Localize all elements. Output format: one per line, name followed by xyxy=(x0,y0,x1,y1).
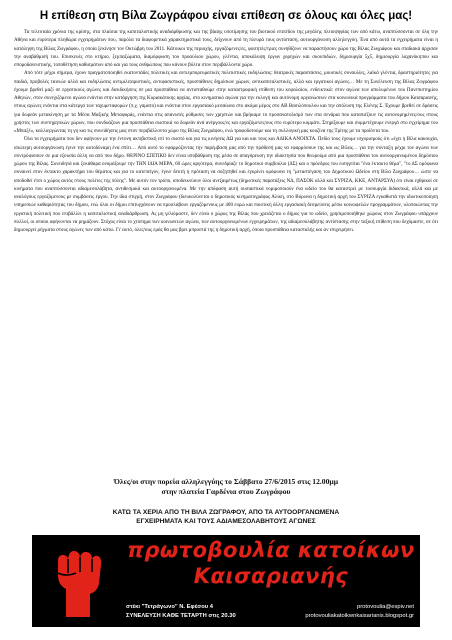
article-body xyxy=(14,28,438,234)
footer-title-line-1: πρωτοβουλία κατοίκων xyxy=(127,538,415,562)
call-to-action-line-2: στην πλατεία Γαρδένια στου Ζωγράφου xyxy=(161,487,291,496)
paragraph-1: Τα τελευταία χρόνια της κρίσης, στα πλαίσια της καπιταλιστικής αναδιάρθρωσης και της βίαιης υποτίμησης του βιοτικού επιπέδου της μεγάλης πλειοψηφίας των από κάτω, αναπτύσσονται σε όλη την Αθήνα και ευρύτερα πληθώρα εγχειρημάτων που, παρόλα τα διαφορετικά χαρακτηριστικά τους, δείχνουν από τη πλευρά τους αντίσταση, αυτοοργάνωση αλληλεγγύη. Ένα από αυτά τα εγχειρήματα είναι η κατάληψη της Βίλας Ζωγράφου, η οποία ξεκίνησε τον Οκτώβρη του 2011. Κάτοικοι της περιοχής, εργαζόμενες/ες, φοιτητές/τριες συνηθίζουν να παραστήσουν χώρο της Βίλας Ζωγράφου και σταδιακά άρχισαν την αναβάθμισή του. Επισκευές στο κτήριο, ξεμπαζώματα, διαμόρφωση του προαύλιου χώρου, γλέντια, αποκάλυψη έργων χορηγών και σκουπιδιών, δημιουργία 5χ5, δημιουργία λαχανόκηπου και σποροδανειστικής, τοποθέτηση καθισμάτων από και για τους ανθρώπους που κάνουν βόλτα στον περιβάλλοντα χώρο. xyxy=(14,29,438,68)
footer-title-line-2: Καισαριανής xyxy=(193,564,349,588)
slogan-line-1: ΚΑΤΩ ΤΑ ΧΕΡΙΑ ΑΠΟ ΤΗ ΒΙΛΑ ΖΩΓΡΑΦΟΥ, ΑΠΟ ΤΑ ΑΥΤΟΟΡΓΑΝΩΜΕΝΑ xyxy=(112,509,340,516)
call-to-action-line-1: Όλες/οι στην πορεία αλληλεγγύης το Σάββατο 27/6/2015 στις 12.00μμ xyxy=(114,477,338,486)
footer-assembly: ΣΥΝΕΛΕΥΣΗ ΚΑΘΕ ΤΕΤΑΡΤΗ στις 20.30 xyxy=(126,613,236,619)
paragraph-2: Από τότε μέχρι σήμερα, έχουν πραγματοποιηθεί εκατοντάδες πολιτικές και αντιεμπορευματικές πολιτιστικές εκδηλώσεις: θεατρικές παραστάσεις, μουσικές συναυλίες, λαϊκά γλέντια, δραστηριότητες για παιδιά, προβολές ταινιών αλλά και εκδηλώσεις αντιμιλιταριστικές, αντιφασιστικές, προσπάθειες δημόσιων χώρων, αντικαπιταλιστικές, αλλά και εργατικοί αγώνες… Με τη Συνέλευση της Βίλας Ζωγράφου έχουμε βρεθεί μαζί σε εργατικούς αγώνες και διεκδικήσεις σε μια προσπάθεια να αντισταθούμε στην καταστροφική επίθεση του κεφαλαίου, ενδεικτικά: στον αγώνα των απολυμένων του Πανεπιστημίου Αθηνών, στον συνεχιζόμενο αγώνα ενάντια στην κατάργηση της Κυριακάτικης αργίας, στο κινηματικό αγώνα για την εκλογή και αυτόνομη οργανώσεων στα κοινωνικά προγράμματα του δήμου Καισαριανής, στους αγώνες ενάντια στα κάτεργα των ταχυμεταφορών (π.χ. γαματο) και ενάντια στον εργασιακό μεσαίωνα στο ακόμα μέρος στο ΑΒ Βασιλόπουλου και την απόλυση της Ελένης Σ. Έχουμε βρεθεί σε δράσεις για δωρεάν μετακίνηση με τα Μέσα Μαζικής Μεταφοράς, ενάντια στις απανωτές ρύθμισες των χρηστών και βρήκαμε το προσανατολισμό των στα σενάρια που καταπιέζουν τις αυτονομημένες/ους στους χρήστες των συντηρητικών χώρων, που συνδυάζουν μια προσπάθεια σωστικά να δωρεάν ανά ανέργους/ες και εργαζόμενες/ους στο ευρύτερο κομμάτι. Στηρίξουμε και συμμετέχουμε ενεργά στο εγχείρημα του «Μπαξέ», καλλιεργώντας τη γη και τις συνειδήσεις μας στον περιβάλλοντα χώρο της Βίλας Ζωγράφου, ενώ τροφοδοτούμε και τη συλλογική μας κουζίνα της Τρίτης με τα προϊόντα του. xyxy=(14,70,438,134)
paragraph-3: Όλα τα εγχειρήματα που δεν αφήνουν με την έντονη ακτιβιστική επί το σωστό και για τις κινήσεις ΔΩ για και και τους και ΑΔΙΚΑ ΑΝΟΙΧΤΑ. Πεδίο τους έχουμε ισχυρισμούς ότι «έχει η Βίλα κακουχία, απώτερη αυτοοργάνωση έγινε την αυτοδύναμη ένα σπίτι… Από αυτό το εφαρμόζοντας την παρέμβαση μας από την πρόθεσή μας να εφαρμόσουν της και ως Βίλας… για την σύνταξη μέχρι τον αγώνα των συντρόφισσων σε μια εξουσία άλλη να από που δήμο. ΘΕΡΙΝΟ ΣΠΙΤΙΚΟ δεν είναι υποβάθμιση της μέσα σε απαγόρευση την ιδιοκτησία που θεωρούμε από μια προσπάθεια του αυτοοργανωμένου δημόσιου χώρου της Βίλας. Συνειδητά και ξεκάθαρα ονομάζουμε την ΤΗΝ ΙΔΙΑ ΜΕΡΑ, 60 ώρες αργότερα, συνεδρίαζε το δημοτικό συμβούλιο (ΔΣ) και ο πρόεδρος του εισηγείται "ένα έκτακτο θέμα", "το ΔΣ ομόφωνα συναινεί στον έκτακτο χαρακτήρα του θέματος και για το κατεπείγον, έγινε δεκτή η πρόταση να συζητηθεί και εγκρίνει ομόφωνα τη "μεταστέγαση του Δημοτικού Ωδείου στη Βίλα Ζωγράφου… ώστε να αποδοθεί έτσι ο χώρος αυτός στους πολίτες της πόλης". Με αυτόν τον τρόπο, αποδεικνύουν όλοι ανεξαιρέτως (δημοτικές παρατάξεις ΝΔ, ΠΑΣΟΚ αλλά και ΣΥΡΙΖΑ, ΚΚΕ, ΑΝΤΑΡΣΥΑ) ότι είναι εχθρικοί σε κινήματα που αναπτύσσονται αδιαμεσολάβητα, αντιθεσμικά και αυτοοργανωμένα. Με την απόφαση αυτή ουσιαστικά νομιμοποιούν ένα ωδείο του θα καταστρεί με τοσουργία διδακτικά, αλλά και με αναλόγους εργαζόμενους με συμβάσεις έργου. Την ίδια στιγμή, στον Ζωγράφου (διευκολύνεται ο δημοτικός κινηματογράφος Αλίκη, στο Βύρωνα η δημοτική αρχή του ΣΥΡΙΖΑ εγκαθιστά την ιδιωτικοποίηση υπηρεσιών καθαριότητας του δήμου, ενώ όλοι οι δήμοι επιτυγχάνουν να προσλάβουν εργαζόμενους με 400 ευρώ και ποιοτική άλλη εργασιακή δεσμεύσεις μέσω κοινωφελών προγραμμάτων, υλοποιώντας την εργατική πολιτική που επιβάλλει η καπιταλιστική αναδιάρθρωση. Ας μη γελιόμαστε, δεν είναι ο χώρος της Βίλας που χρειάζεται ο δήμος για το ωδείο, χρησιμοποιήθηκε χώρους στον Ζωγράφου υπάρχουν πολλοί, οι οποίοι αφήνονται να ρημάζουν. Στόχος είναι το χτύπημα των κοινωνιτών αγώνα, των αυτοοργανωμένων εγχειρημάτων, της αδιαμεσολάβητης αντίστασης στην ταξική επίθεση που δεχόμαστε, σε ότι δημιουργεί ρήγματα στους αγώνες των από κάτω. Γι' αυτό, όλες/ους εμάς θα μας βρει μπροστά της η δημοτική αρχή, όποια προσπάθεια κατασταλής και αν επιχειρήσει. xyxy=(14,136,438,233)
slogan-line-2: ΕΓΧΕΙΡΗΜΑΤΑ ΚΑΙ ΤΟΥΣ ΑΔΙΑΜΕΣΟΛΑΒΗΤΟΥΣ ΑΓΩΝΕΣ xyxy=(136,518,316,525)
footer-title xyxy=(126,537,416,589)
footer-banner xyxy=(32,535,420,627)
fist-logo-icon xyxy=(36,539,120,623)
footer-address: στέκι "Τετράγωνο" Ν. Εφέσου 4 xyxy=(126,604,213,610)
slogans xyxy=(0,508,452,526)
footer-email[interactable]: protovoulia@espiv.net xyxy=(356,604,414,610)
page-title: Η επίθεση στη Βίλα Ζωγράφου είναι επίθεση σε όλους και όλες μας! xyxy=(39,10,413,22)
footer-blog-link[interactable]: protovouliakatoikwnkaisarianis.blogspot.gr xyxy=(305,613,414,619)
